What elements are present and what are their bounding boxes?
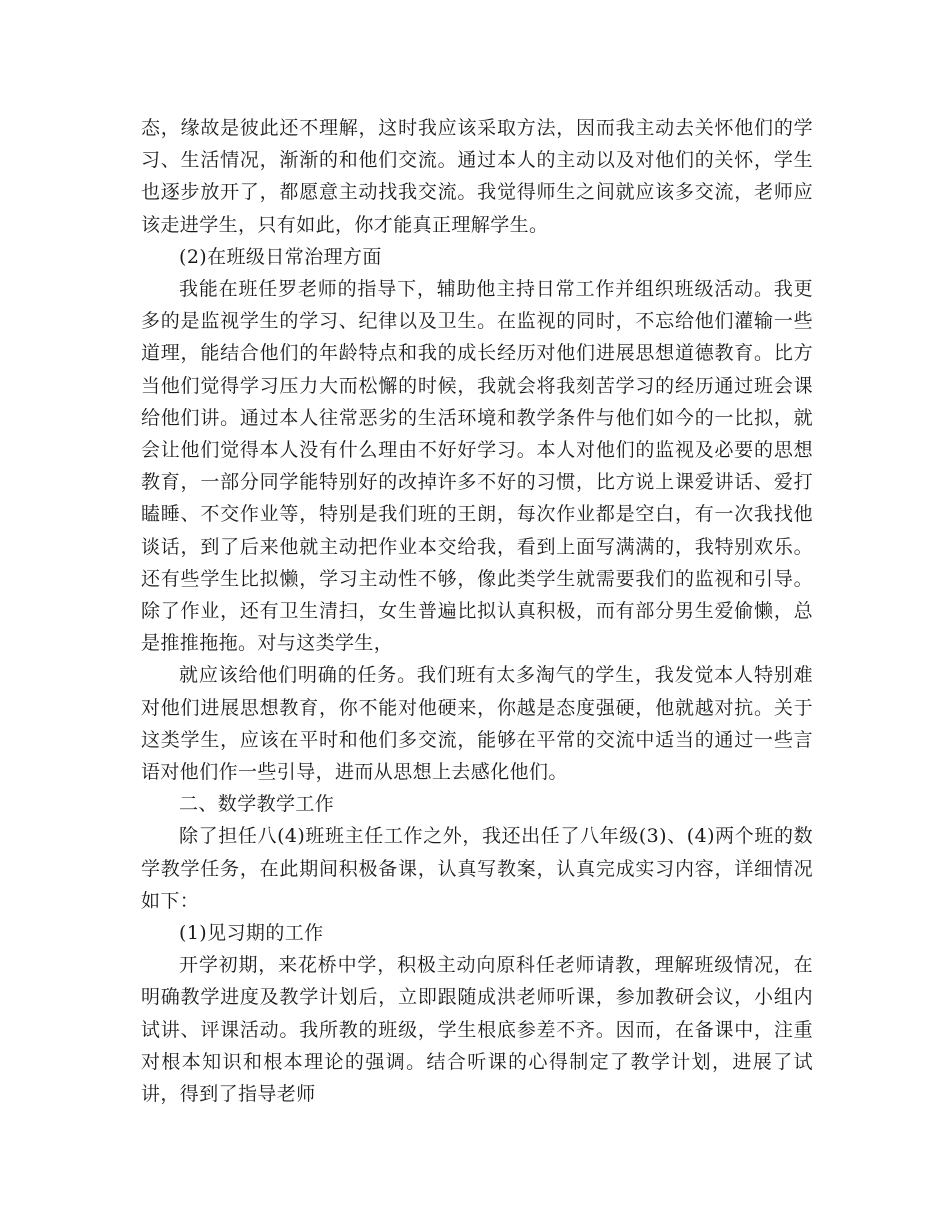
paragraph-continuation: 态，缘故是彼此还不理解，这时我应该采取方法，因而我主动去关怀他们的学习、生活情况，渐渐的和他们交流。通过本人的主动以及对他们的关怀，学生也逐步放开了，都愿意主动找我交流。我觉得师生之间就应该多交流，老师应该走进学生，只有如此，你才能真正理解学生。 (141, 117, 813, 236)
section-heading-math-teaching: 二、数学教学工作 (179, 793, 335, 816)
paragraph-math-teaching-intro: 除了担任八(4)班班主任工作之外，我还出任了八年级(3)、(4)两个班的数学教学任务，在此期间积极备课，认真写教案，认真完成实习内容，详细情况如下： (141, 825, 813, 912)
document-body (141, 112, 813, 1110)
paragraph-internship-period: 开学初期，来花桥中学，积极主动向原科任老师请教，理解班级情况，在明确教学进度及教学计划后，立即跟随成洪老师听课，参加教研会议，小组内试讲、评课活动。我所教的班级，学生根底参差不齐。因而，在备课中，注重对根本知识和根本理论的强调。结合听课的心得制定了教学计划，进展了试讲，得到了指导老师 (141, 954, 813, 1106)
paragraph-class-management: 我能在班任罗老师的指导下，辅助他主持日常工作并组织班级活动。我更多的是监视学生的学习、纪律以及卫生。在监视的同时，不忘给他们灌输一些道理，能结合他们的年龄特点和我的成长经历对他们进展思想道德教育。比方当他们觉得学习压力大而松懈的时候，我就会将我刻苦学习的经历通过班会课给他们讲。通过本人往常恶劣的生活环境和教学条件与他们如今的一比拟，就会让他们觉得本人没有什么理由不好好学习。本人对他们的监视及必要的思想教育，一部分同学能特别好的改掉许多不好的习惯，比方说上课爱讲话、爱打瞌睡、不交作业等，特别是我们班的王朗，每次作业都是空白，有一次我找他谈话，到了后来他就主动把作业本交给我，看到上面写满满的，我特别欢乐。还有些学生比拟懒，学习主动性不够，像此类学生就需要我们的监视和引导。除了作业，还有卫生清扫，女生普遍比拟认真积极，而有部分男生爱偷懒，总是推推拖拖。对与这类学生， (141, 278, 813, 655)
section-heading-class-management: (2)在班级日常治理方面 (179, 245, 382, 268)
paragraph-naughty-students: 就应该给他们明确的任务。我们班有太多淘气的学生，我发觉本人特别难对他们进展思想教育，你不能对他硬来，你越是态度强硬，他就越对抗。关于这类学生，应该在平时和他们多交流，能够在平常的交流中适当的通过一些言语对他们作一些引导，进而从思想上去感化他们。 (141, 664, 813, 784)
section-heading-internship-period: (1)见习期的工作 (179, 922, 324, 945)
